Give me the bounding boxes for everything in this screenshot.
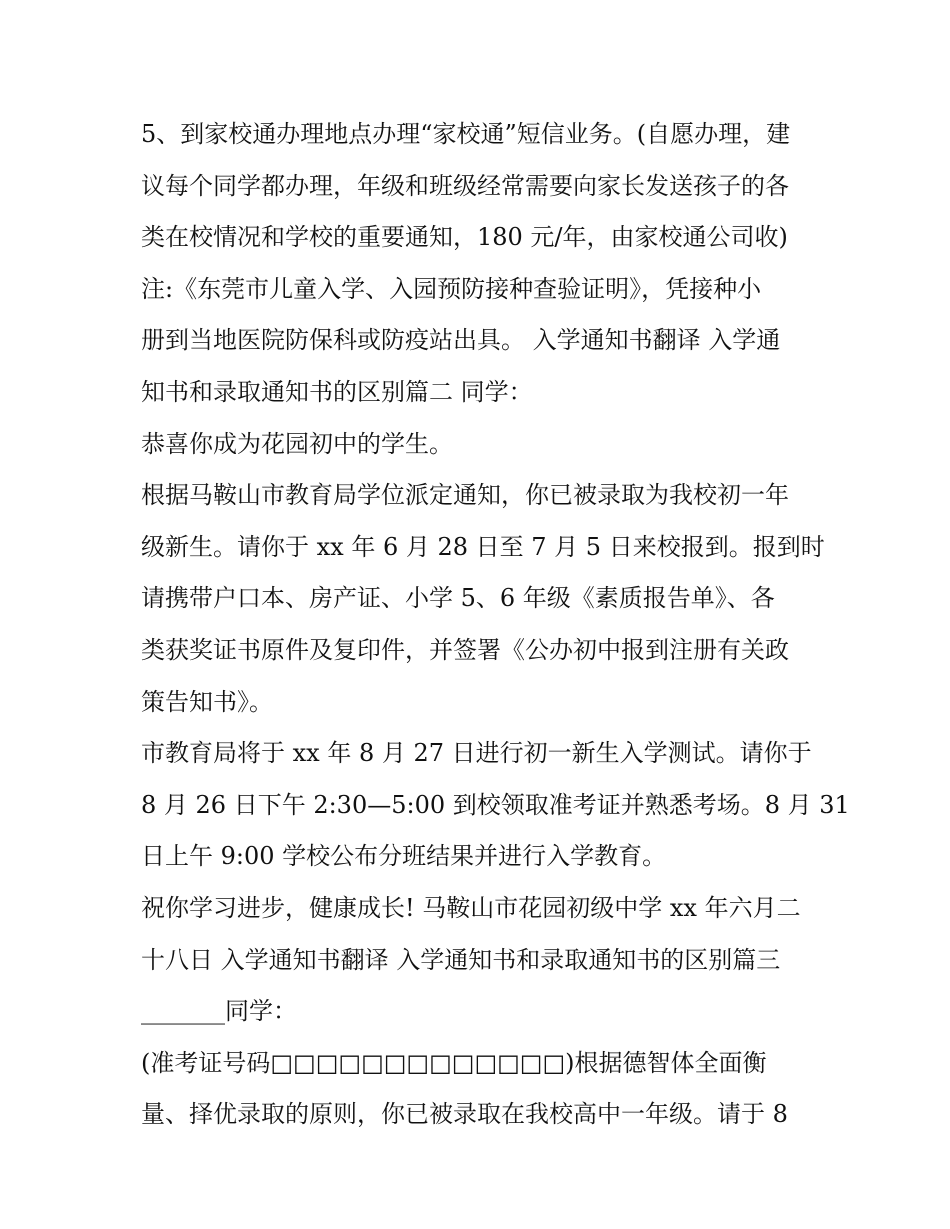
text-line: 知书和录取通知书的区别篇二 同学： <box>141 377 533 406</box>
text-line: 类在校情况和学校的重要通知，180 元/年，由家校通公司收) <box>141 223 788 252</box>
text-line: 请携带户口本、房产证、小学 5、6 年级《素质报告单》、各 <box>141 584 775 613</box>
text-line: 量、择优录取的原则，你已被录取在我校高中一年级。请于 8 <box>141 1100 788 1129</box>
text-line: 根据马鞍山市教育局学位派定通知，你已被录取为我校初一年 <box>141 481 789 510</box>
text-line: 级新生。请你于 xx 年 6 月 28 日至 7 月 5 日来校报到。报到时 <box>141 532 825 561</box>
text-line: (准考证号码□□□□□□□□□□□□□)根据德智体全面衡 <box>141 1048 767 1077</box>
text-line: 5、到家校通办理地点办理“家校通”短信业务。(自愿办理，建 <box>141 120 791 148</box>
text-line: 恭喜你成为花园初中的学生。 <box>141 429 453 458</box>
text-line: 8 月 26 日下午 2:30—5:00 到校领取准考证并熟悉考场。8 月 31 <box>141 790 850 819</box>
document-body <box>141 109 850 1141</box>
text-line: 类获奖证书原件及复印件，并签署《公办初中报到注册有关政 <box>141 635 789 664</box>
text-line: 册到当地医院防保科或防疫站出具。 入学通知书翻译 入学通 <box>141 326 781 355</box>
text-line: _______同学： <box>141 997 297 1026</box>
text-line: 议每个同学都办理，年级和班级经常需要向家长发送孩子的各 <box>141 171 789 200</box>
text-line: 日上午 9:00 学校公布分班结果并进行入学教育。 <box>141 842 667 871</box>
text-line: 注:《东莞市儿童入学、入园预防接种查验证明》，凭接种小 <box>141 274 762 303</box>
text-line: 市教育局将于 xx 年 8 月 27 日进行初一新生入学测试。请你于 <box>141 739 812 768</box>
text-line: 策告知书》。 <box>141 687 273 716</box>
text-line: 祝你学习进步，健康成长! 马鞍山市花园初级中学 xx 年六月二 <box>141 893 801 922</box>
text-line: 十八日 入学通知书翻译 入学通知书和录取通知书的区别篇三 <box>141 945 781 974</box>
